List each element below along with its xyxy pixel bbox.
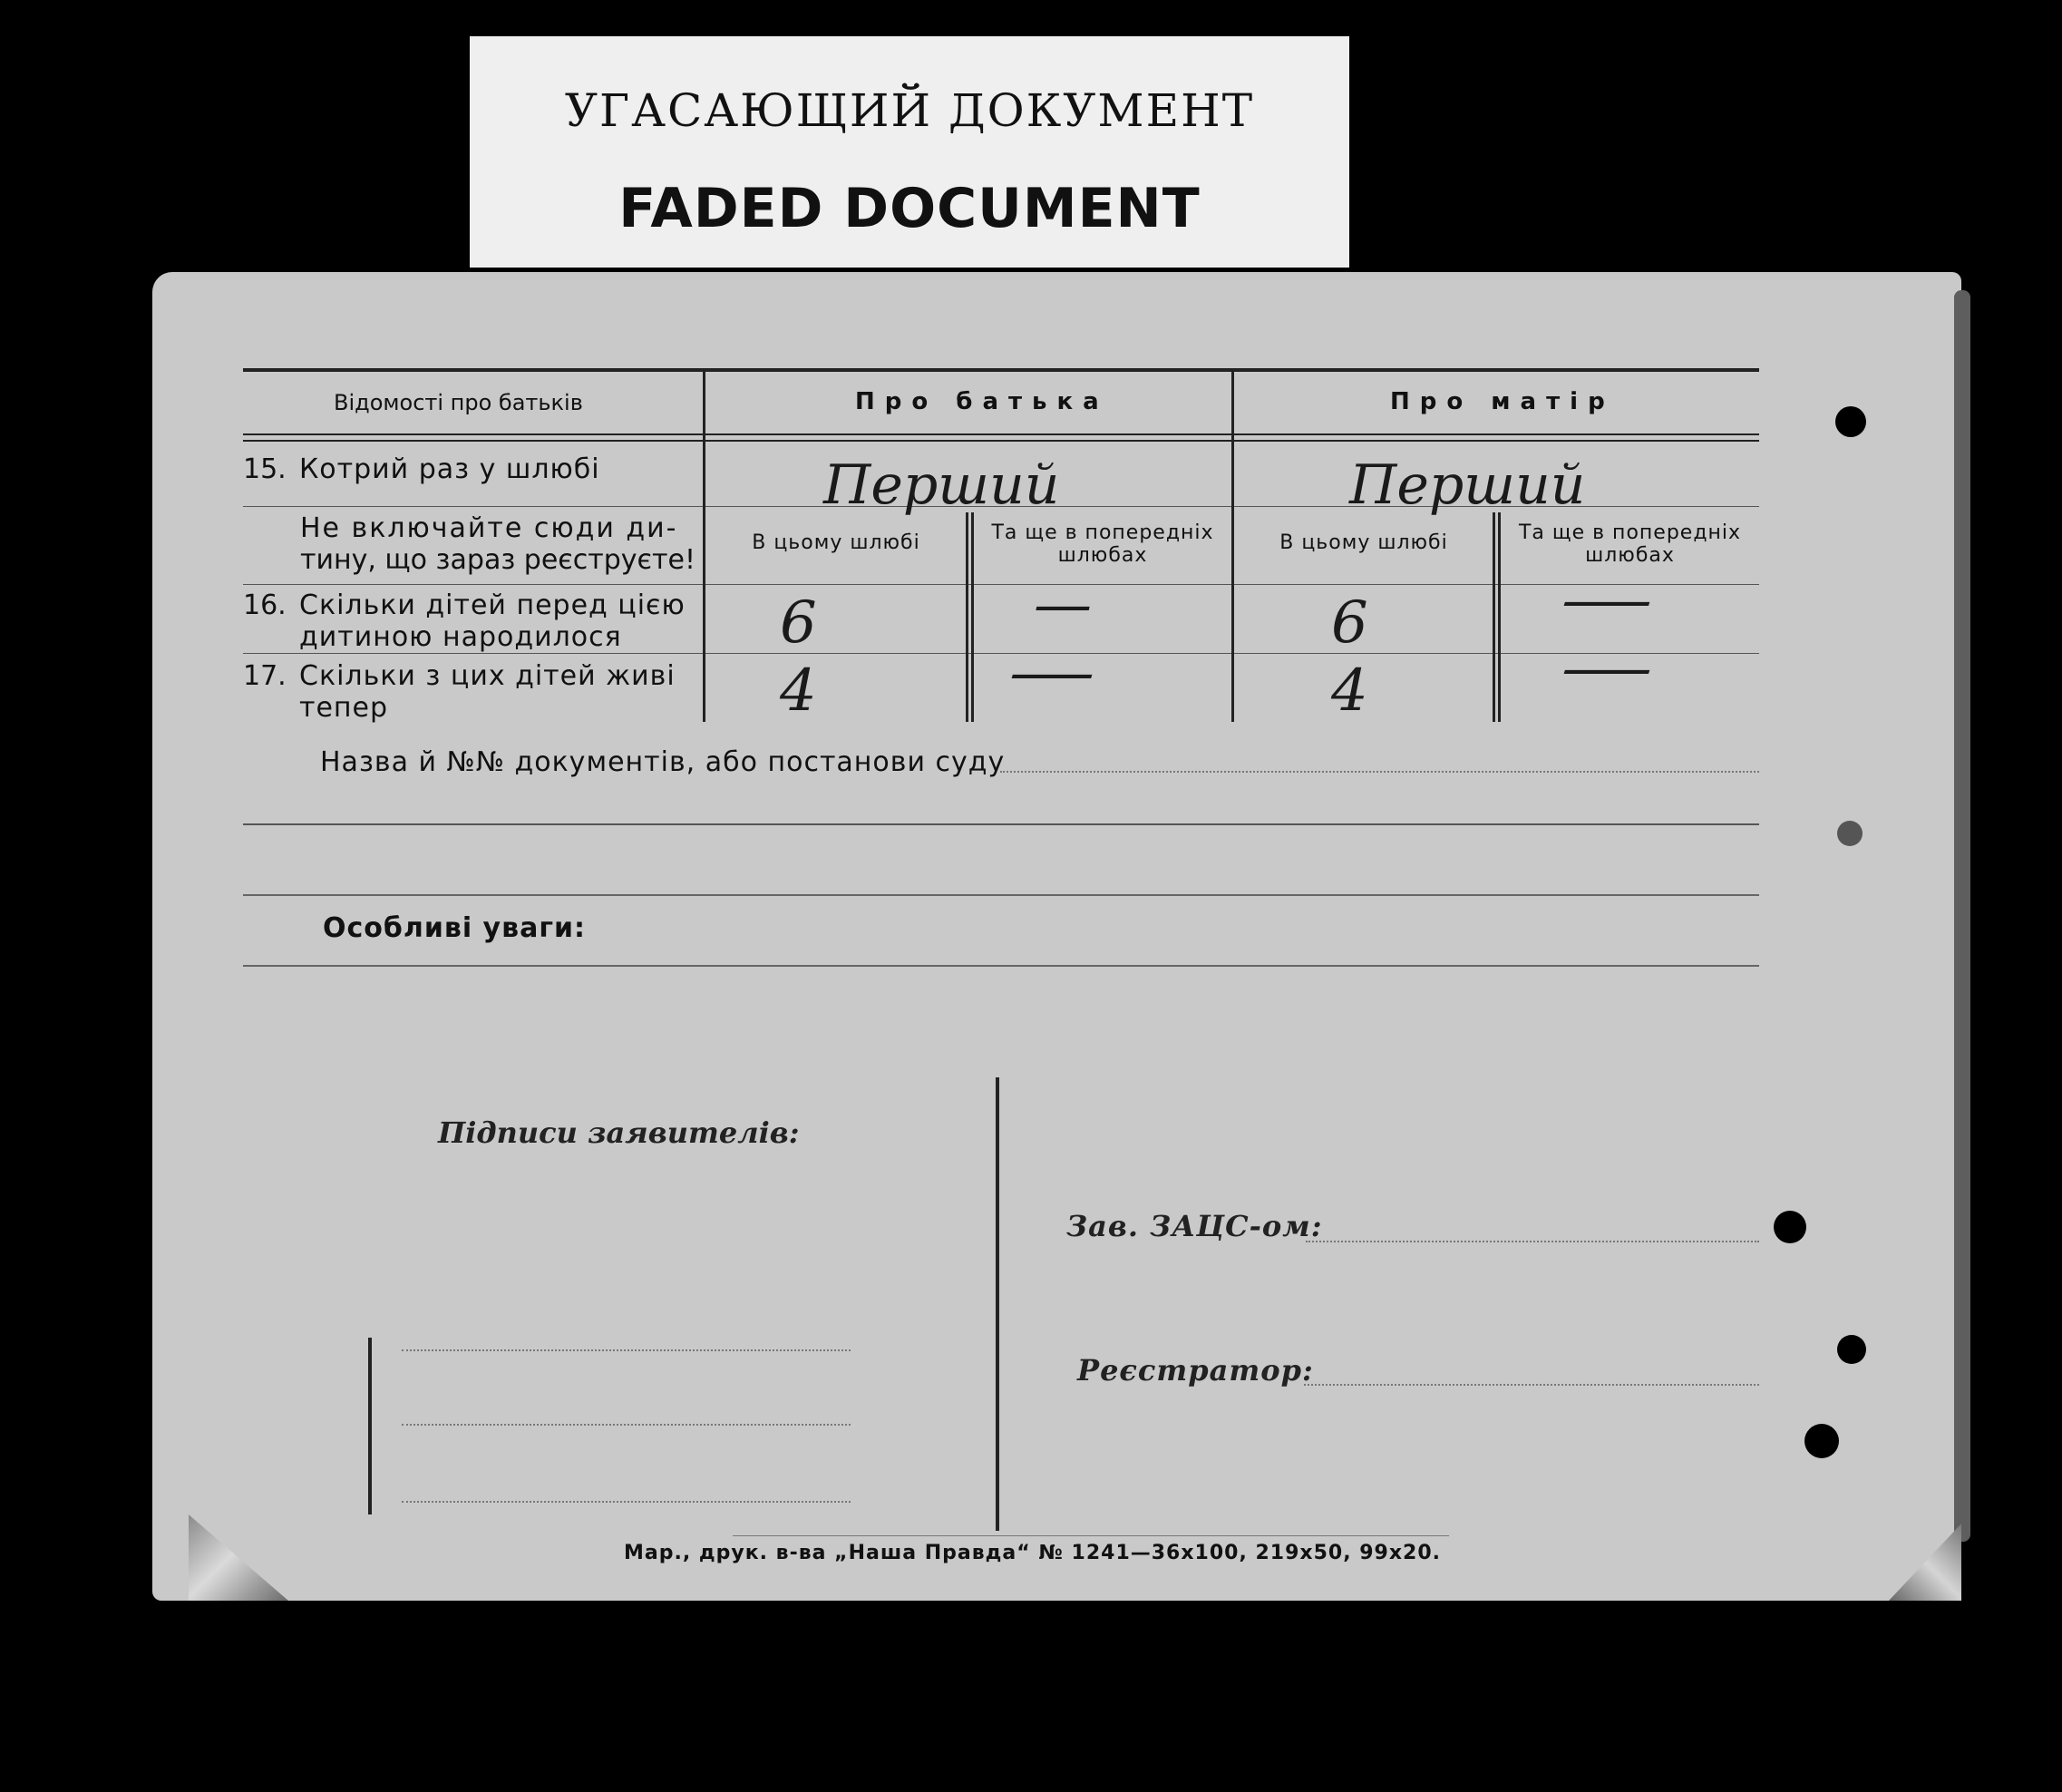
documents-line-2 <box>243 823 1759 825</box>
faded-document-label <box>470 36 1349 268</box>
father-sub-previous-line2: шлюбах <box>1057 544 1148 567</box>
applicants-signatures-label: Підписи заявителів: <box>438 1115 800 1150</box>
row16-line1: Скільки дітей перед цією <box>299 589 686 621</box>
table-header-rule-2 <box>243 440 1759 442</box>
documents-dotted-line <box>1000 771 1759 773</box>
row17-line1: Скільки з цих дітей живі <box>299 660 676 692</box>
table-header-rule-1 <box>243 433 1759 435</box>
remarks-label: Особливі уваги: <box>323 912 587 944</box>
head-zags-label: Зав. ЗАЦС-ом: <box>1066 1209 1323 1243</box>
mother-children-born-this: 6 <box>1331 589 1368 657</box>
father-marriage-count: Перший <box>823 453 1060 517</box>
card-right-edge <box>1954 290 1970 1542</box>
note-line2: тину, що зараз реєструєте! <box>300 544 695 576</box>
column-header-father: Про батька <box>855 388 1109 415</box>
remarks-line <box>243 965 1759 967</box>
registrar-label: Реєстратор: <box>1077 1353 1314 1388</box>
signatures-divider <box>996 1077 999 1531</box>
father-sub-this-marriage: В цьому шлюбі <box>752 531 920 554</box>
mother-marriage-count: Перший <box>1349 453 1586 517</box>
mother-children-born-prev: — <box>1560 567 1654 634</box>
signature-line-3 <box>402 1501 851 1503</box>
registration-card <box>152 272 1961 1601</box>
label-russian: УГАСАЮЩИЙ ДОКУМЕНТ <box>564 84 1255 137</box>
printer-imprint: Мар., друк. в-ва „Наша Правда“ № 1241—36x100, 219x50, 99x20. <box>624 1542 1442 1564</box>
father-sub-previous-line1: Та ще в попередніх <box>991 521 1214 544</box>
punch-hole <box>1837 1335 1866 1364</box>
father-children-born-this: 6 <box>780 589 817 657</box>
row16-line2: дитиною народилося <box>299 621 622 653</box>
row15-label: Котрий раз у шлюбі <box>299 453 600 485</box>
father-children-alive-this: 4 <box>780 657 817 725</box>
mother-sub-this-marriage: В цьому шлюбі <box>1279 531 1448 554</box>
imprint-rule <box>733 1535 1449 1536</box>
head-zags-line <box>1306 1241 1759 1242</box>
registrar-line <box>1304 1384 1759 1386</box>
father-children-alive-prev: — <box>1008 639 1095 706</box>
table-divider-1 <box>703 372 705 722</box>
signature-line-2 <box>402 1424 851 1426</box>
mother-sub-previous-line1: Та ще в попередніх <box>1518 521 1742 544</box>
photo-corner-right <box>1889 1524 1961 1601</box>
photo-corner-left <box>189 1514 288 1601</box>
column-header-mother: Про матір <box>1390 388 1615 415</box>
documents-line-3 <box>243 894 1759 896</box>
documents-label: Назва й №№ документів, або постанови суду <box>320 746 1006 778</box>
punch-hole <box>1835 406 1866 437</box>
punch-hole <box>1837 821 1863 846</box>
signature-bracket <box>368 1338 372 1514</box>
column-header-parents: Відомості про батьків <box>334 390 583 415</box>
mother-children-alive-prev: — <box>1560 635 1654 702</box>
row17-line2: тепер <box>299 692 389 724</box>
row16-number: 16. <box>243 589 287 621</box>
label-english: FADED DOCUMENT <box>618 177 1201 240</box>
table-row16-rule <box>243 653 1759 654</box>
table-divider-mother-sub <box>1493 512 1495 722</box>
table-top-rule <box>243 368 1759 372</box>
row15-number: 15. <box>243 453 287 485</box>
table-divider-father-sub <box>966 512 968 722</box>
table-note-rule <box>243 584 1759 585</box>
mother-sub-previous-line2: шлюбах <box>1585 544 1675 567</box>
father-children-born-prev: — <box>1034 571 1092 638</box>
note-line1: Не включайте сюди ди- <box>300 512 678 544</box>
punch-hole <box>1804 1424 1839 1458</box>
punch-hole <box>1774 1211 1806 1243</box>
signature-line-1 <box>402 1349 851 1351</box>
mother-children-alive-this: 4 <box>1331 657 1368 725</box>
table-divider-2 <box>1231 372 1234 722</box>
row17-number: 17. <box>243 660 287 692</box>
